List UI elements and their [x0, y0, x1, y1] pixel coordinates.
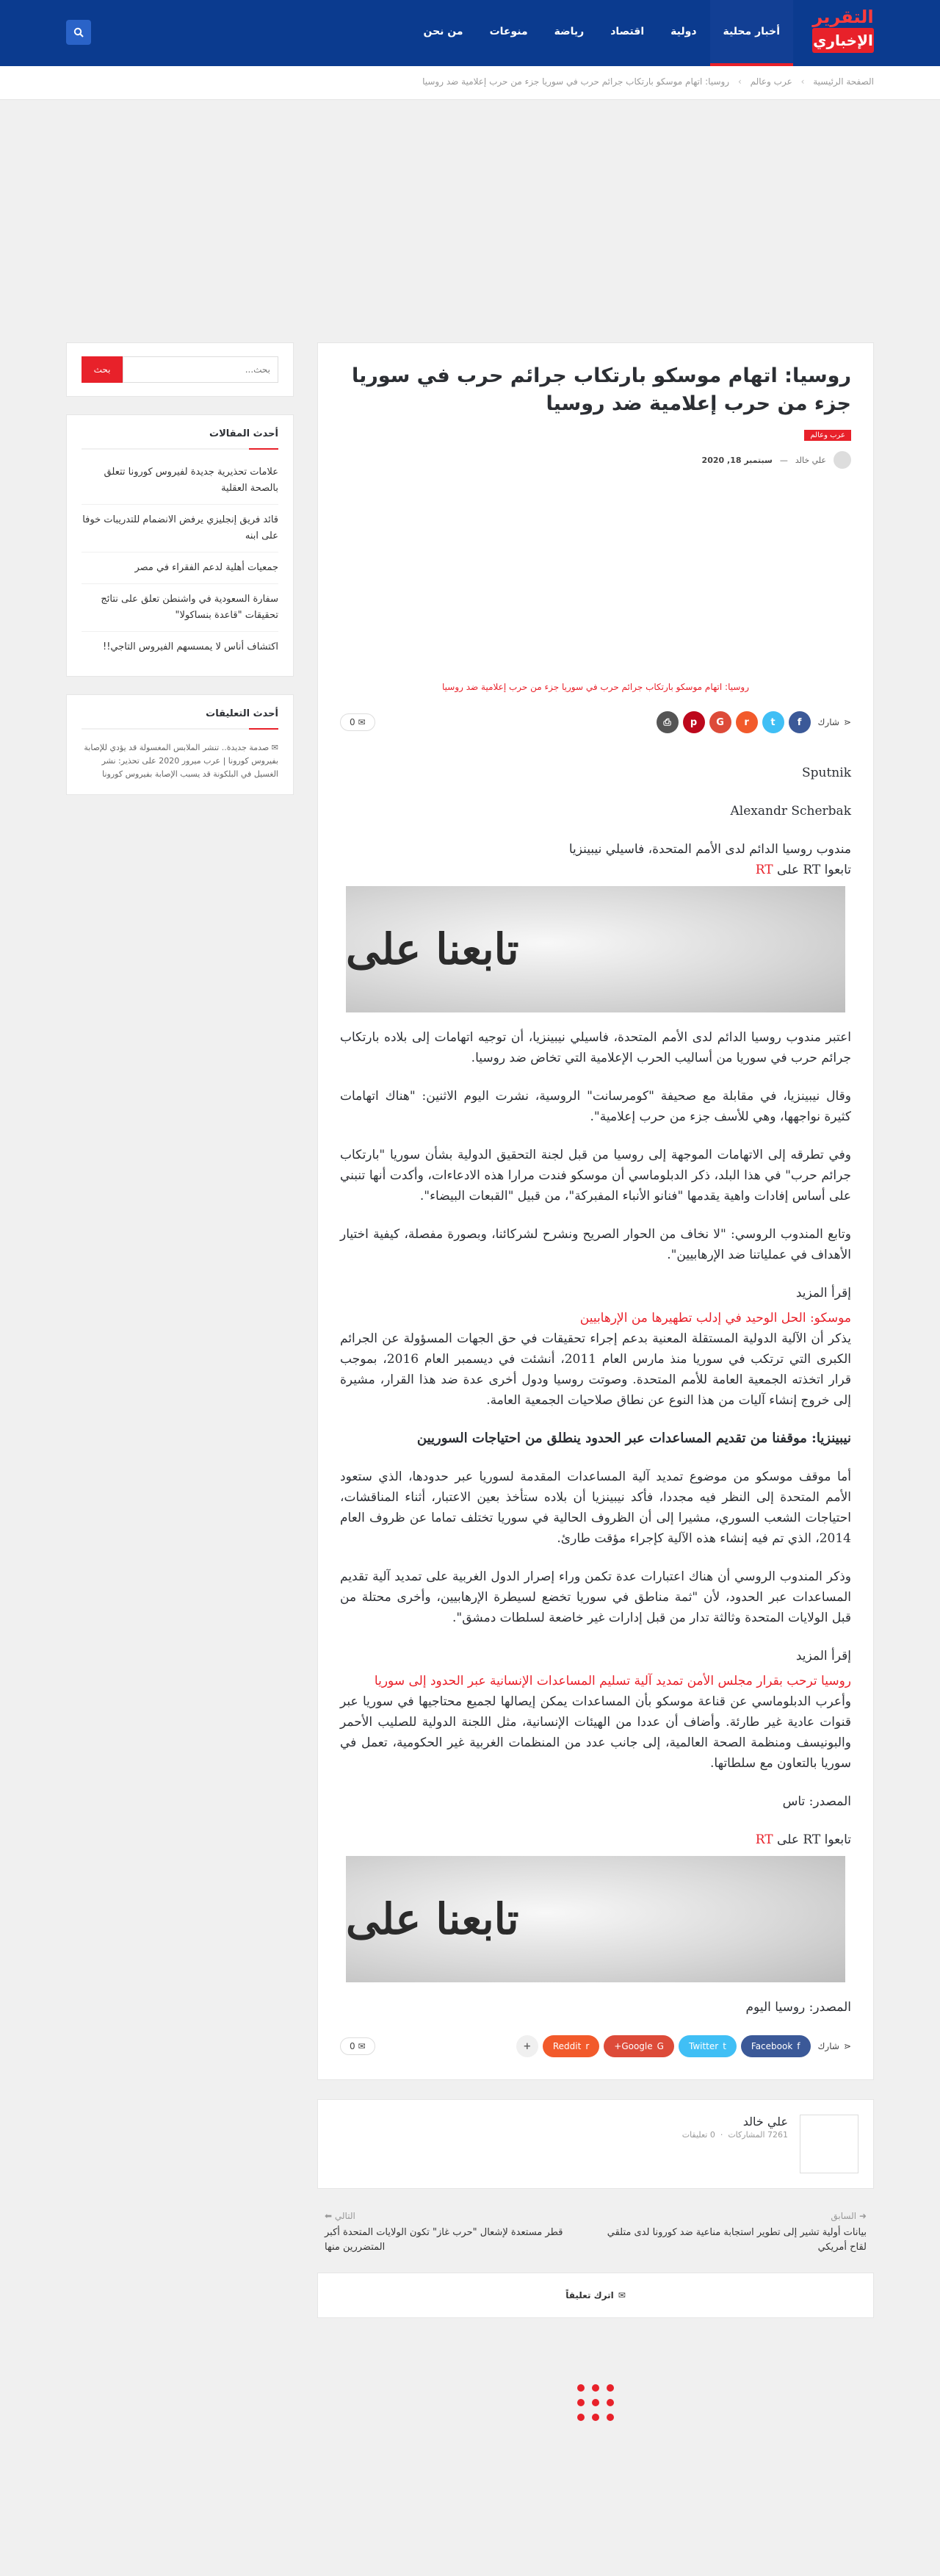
arrow-right-icon: ➜ [858, 2211, 867, 2221]
featured-caption: روسيا: اتهام موسكو بارتكاب جرائم حرب في سوريا جزء من حرب إعلامية ضد روسيا [441, 682, 749, 692]
widget-title: أحدث التعليقات [82, 708, 278, 730]
related-link[interactable]: موسكو: الحل الوحيد في إدلب تطهيرها من الإرهابيين [579, 1311, 851, 1325]
category-badge[interactable]: عرب وعالم [804, 430, 851, 441]
read-more-label: إقرأ المزيد [795, 1649, 851, 1663]
loader-dot [577, 2384, 585, 2392]
facebook-share-button[interactable] [741, 2035, 811, 2057]
featured-image [340, 481, 851, 701]
author-comments-count: 0 تعليقات [682, 2130, 715, 2140]
loader-dot [592, 2414, 599, 2421]
rt-link[interactable]: RT [755, 1832, 773, 1847]
twitter-share-button[interactable] [679, 2035, 737, 2057]
breadcrumb-bar [0, 66, 940, 100]
breadcrumb-home[interactable]: الصفحة الرئيسية [813, 76, 874, 87]
share-label-text: شارك [817, 717, 839, 727]
share-label-text: شارك [817, 2041, 839, 2051]
author-name[interactable]: علي خالد [742, 2115, 788, 2129]
google-share-button[interactable] [709, 711, 731, 733]
comments-count-button[interactable] [340, 2037, 375, 2055]
share-row-top [340, 711, 851, 733]
loading-indicator [577, 2384, 614, 2421]
intro-line: مندوب روسيا الدائم لدى الأمم المتحدة، فاسيلي نيبينزيا [568, 842, 851, 857]
follow-banner[interactable] [346, 886, 845, 1012]
loader-dot [607, 2399, 614, 2406]
loader-dot [577, 2414, 585, 2421]
google-icon: G [716, 716, 724, 728]
photo-credit: Alexandr Scherbak [730, 804, 851, 819]
header-bar [0, 0, 940, 66]
paragraph: يذكر أن الآلية الدولية المستقلة المعنية بدعم إجراء تحقيقات في حق الجهات المسؤولة عن الجرائم الكبرى التي ترتكب في سوريا منذ مارس العام 2011، أنشئت في ديسمبر العام 2016، بموجب قرار اتخذته الجمعية العامة للأمم المتحدة. وصوتت روسيا ودول أخرى عدة ضد هذا القرار، مشيرة إلى خروج إنشاء آليات من هذا النوع عن نطاق صلاحيات الجمعية العامة. [340, 1331, 852, 1408]
reddit-label: Reddit [552, 2041, 582, 2051]
post-navigation [317, 2211, 874, 2255]
breadcrumb-category[interactable]: عرب وعالم [750, 76, 792, 87]
share-label [818, 717, 851, 727]
google-label: Google+ [614, 2041, 653, 2051]
author-name[interactable]: علي خالد [795, 455, 826, 465]
search-input[interactable] [123, 356, 278, 383]
more-share-button[interactable] [516, 2035, 538, 2057]
google-share-button[interactable] [604, 2035, 674, 2057]
logo-top: التقرير [812, 7, 874, 27]
pinterest-icon: p [690, 716, 698, 728]
recent-post-link[interactable]: علامات تحذيرية جديدة لفيروس كورونا تتعلق بالصحة العقلية [82, 457, 278, 505]
read-more-label: إقرأ المزيد [795, 1286, 851, 1300]
loader-dot [592, 2399, 599, 2406]
section-heading: نيبينزيا: موقفنا من تقديم المساعدات عبر الحدود ينطلق من احتياجات السوريين [416, 1431, 851, 1446]
breadcrumb-current: روسيا: اتهام موسكو بارتكاب جرائم حرب في سوريا جزء من حرب إعلامية ضد روسيا [422, 76, 730, 87]
paragraph: أما موقف موسكو من موضوع تمديد آلية المساعدات المقدمة لسوريا عبر حدودها، الذي ستعود الأمم المتحدة إلى النظر فيه مجددا، فأكد نيبينزيا أن بلاده ستأخذ بعين الاعتبار، أثناء المناقشات، احتياجات الشعب السوري، مشيرا إلى أن الظروف الحالية في سوريا تختلف تماما عن ظروف العام 2014، الذي تم فيه إنشاء هذه الآلية كإجراء مؤقت طارئ. [340, 1469, 851, 1546]
related-link[interactable]: روسيا ترحب بقرار مجلس الأمن تمديد آلية تسليم المساعدات الإنسانية عبر الحدود إلى سوريا [374, 1674, 851, 1688]
share-label [818, 2041, 851, 2051]
source-text: Sputnik [802, 766, 851, 780]
loader-dot [607, 2414, 614, 2421]
twitter-icon: t [723, 2041, 726, 2051]
arrow-left-icon: ⬅ [325, 2211, 333, 2221]
recent-comment[interactable] [82, 737, 278, 781]
nav-item[interactable]: دولية [670, 26, 697, 37]
loader-dot [577, 2399, 585, 2406]
loader-dot [592, 2384, 599, 2392]
leave-comment-label: اترك تعليقاً [565, 2290, 614, 2300]
recent-post-link[interactable]: اكتشاف أناس لا يمسسهم الفيروس التاجي!! [102, 641, 278, 652]
nav-item[interactable]: اقتصاد [610, 26, 645, 37]
print-icon: ⎙ [663, 716, 671, 728]
paragraph: وذكر المندوب الروسي أن هناك اعتبارات عدة تكمن وراء إصرار الدول الغربية على تمديد آلية تقديم المساعدات عبر الحدود، لأن "ثمة مناطق في سوريا تخضع لسيطرة الإرهابيين، وأخرى محتلة من قبل الولايات المتحدة وثالثة تدار من قبل إدارات غير خاضعة لسلطات دمشق". [340, 1569, 851, 1625]
share-icon: ⋖ [843, 717, 851, 727]
author-posts-count: 7261 المشاركات [728, 2130, 788, 2140]
avatar [834, 451, 851, 469]
search-icon [73, 27, 84, 37]
comment-icon: ✉ [618, 2290, 626, 2300]
nav-item[interactable]: منوعات [489, 26, 528, 37]
header-search-button[interactable] [66, 20, 91, 45]
ad-space [0, 100, 940, 342]
site-logo[interactable] [812, 6, 874, 56]
paragraph: وقال نيبينزيا، في مقابلة مع صحيفة "كومرسانت" الروسية، نشرت اليوم الاثنين: "هناك اتهامات كثيرة نواجهها، وهي للأسف جزء من حرب إعلامية". [340, 1089, 851, 1124]
recent-post-link[interactable]: جمعيات أهلية لدعم الفقراء في مصر [82, 553, 278, 584]
source-line: المصدر: روسيا اليوم [745, 2000, 851, 2015]
source-line: المصدر: تاس [782, 1794, 851, 1809]
nav-item[interactable]: أخبار محلية [710, 0, 793, 66]
paragraph: اعتبر مندوب روسيا الدائم لدى الأمم المتحدة، فاسيلي نيبينزيا، أن توجيه اتهامات إلى بلاده بارتكاب جرائم حرب في سوريا من أساليب الحرب الإعلامية التي تخاض ضد روسيا. [340, 1030, 851, 1065]
follow-rt-line [340, 860, 851, 880]
breadcrumb-separator: › [800, 76, 805, 87]
pinterest-share-button[interactable] [683, 711, 705, 733]
loader-dot [607, 2384, 614, 2392]
share-row-bottom [340, 2035, 851, 2057]
recent-comments-widget [66, 694, 294, 795]
logo-bottom: الإخباري [812, 28, 874, 53]
next-label: التالي [334, 2211, 355, 2221]
facebook-icon: f [797, 2041, 800, 2051]
recent-post-link[interactable]: سفارة السعودية في واشنطن تعلق على نتائج تحقيقات "قاعدة بنساكولا" [82, 584, 278, 632]
author-box: علي خالد 7261 المشاركات · 0 تعليقات [317, 2099, 874, 2189]
recent-posts-widget [66, 414, 294, 677]
search-submit-button[interactable]: بحث [82, 356, 123, 383]
sidebar [66, 342, 294, 813]
paragraph: وأعرب الدبلوماسي عن قناعة موسكو بأن المساعدات يمكن إيصالها لجميع محتاجيها في سوريا عبر قنوات عادية غير طارئة. وأضاف أن عددا من الهيئات الإنسانية، مثل اللجنة الدولية للصليب الأحمر والبونيسف ومنظمة الصحة العالمية، إلى جانب عدد من المنظمات الغربية غير الحكومية، تعمل في سوريا بالتعاون مع سلطاتها. [340, 1694, 851, 1771]
follow-rt-line [340, 1830, 851, 1850]
follow-rt-text: تابعوا RT على [777, 1832, 851, 1847]
next-post-link[interactable] [325, 2211, 585, 2255]
article-body [340, 763, 851, 2018]
plus-icon: + [523, 2040, 532, 2052]
leave-comment-button[interactable] [317, 2273, 874, 2318]
follow-rt-text: تابعوا RT على [777, 863, 851, 877]
reddit-share-button[interactable] [543, 2035, 599, 2057]
search-widget [66, 342, 294, 397]
comment-icon: ✉ [358, 2041, 366, 2051]
comments-count: 0 [350, 2041, 355, 2051]
reddit-icon: r [744, 716, 749, 728]
article [317, 342, 874, 2080]
comments-count: 0 [350, 717, 355, 727]
print-share-button[interactable] [657, 711, 679, 733]
clock-icon: — [779, 455, 788, 465]
share-icon: ⋖ [843, 2041, 851, 2051]
follow-banner-text: تابعنا على [346, 924, 519, 974]
comment-icon: ✉ [271, 743, 278, 752]
breadcrumb-separator: › [737, 76, 742, 87]
main-nav [410, 0, 793, 66]
facebook-share-button[interactable] [789, 711, 811, 733]
post-date: سبتمبر 18, 2020 [701, 455, 773, 465]
comment-icon: ✉ [358, 717, 366, 727]
facebook-icon: f [797, 716, 802, 728]
reddit-share-button[interactable] [736, 711, 758, 733]
main-content [317, 342, 874, 2450]
prev-label: السابق [831, 2211, 857, 2221]
prev-post-title: بيانات أولية تشير إلى تطوير استجابة مناعية ضد كورونا لدى متلقي لقاح أمريكي [607, 2227, 867, 2253]
paragraph: وتابع المندوب الروسي: "لا نخاف من الحوار الصريح ونشرح لشركائنا، وبصورة مفصلة، كيفية اختيار الأهداف في عملياتنا ضد الإرهابيين". [340, 1227, 851, 1262]
post-meta [340, 451, 851, 469]
next-post-title: قطر مستعدة لإشعال "حرب غاز" تكون الولايات المتحدة أكبر المتضررين منها [325, 2227, 563, 2253]
facebook-label: Facebook [751, 2041, 793, 2051]
comments-count-button[interactable] [340, 713, 375, 731]
avatar[interactable] [800, 2115, 858, 2173]
recent-post-link[interactable]: قائد فريق إنجليزي يرفض الانضمام للتدريبات خوفا على ابنه [82, 505, 278, 553]
twitter-label: Twitter [688, 2041, 719, 2051]
paragraph: وفي تطرقه إلى الاتهامات الموجهة إلى روسيا من قبل لجنة التحقيق الدولية بشأن سوريا "بارتكاب جرائم حرب" في هذا البلد، ذكر الدبلوماسي أن موسكو فندت مرارا هذه الادعاءات، وأكدت أنها تنبني على أساس إفادات واهية يقدمها "فنانو الأنباء المفبركة"، من قبيل "القبعات البيضاء". [340, 1148, 851, 1204]
follow-banner[interactable] [346, 1856, 845, 1982]
nav-item[interactable]: رياضة [554, 26, 585, 37]
reddit-icon: r [585, 2041, 590, 2051]
article-title: روسيا: اتهام موسكو بارتكاب جرائم حرب في سوريا جزء من حرب إعلامية ضد روسيا [351, 364, 851, 415]
twitter-share-button[interactable] [762, 711, 784, 733]
recent-comment-text: صدمة جديدة.. تنشر الملابس المغسولة قد يؤدي للإصابة بفيروس كورونا | عرب ميرور 2020 على تحذير: نشر الغسيل في البلكونة قد يسبب الإصابة بفيروس كورونا [84, 743, 278, 779]
rt-link[interactable]: RT [755, 863, 773, 877]
google-icon: G [657, 2041, 664, 2051]
breadcrumb [66, 66, 874, 90]
widget-title: أحدث المقالات [82, 428, 278, 450]
twitter-icon: t [770, 716, 776, 728]
nav-item[interactable]: من نحن [423, 26, 463, 37]
follow-banner-text: تابعنا على [346, 1894, 519, 1944]
prev-post-link[interactable] [607, 2211, 867, 2255]
